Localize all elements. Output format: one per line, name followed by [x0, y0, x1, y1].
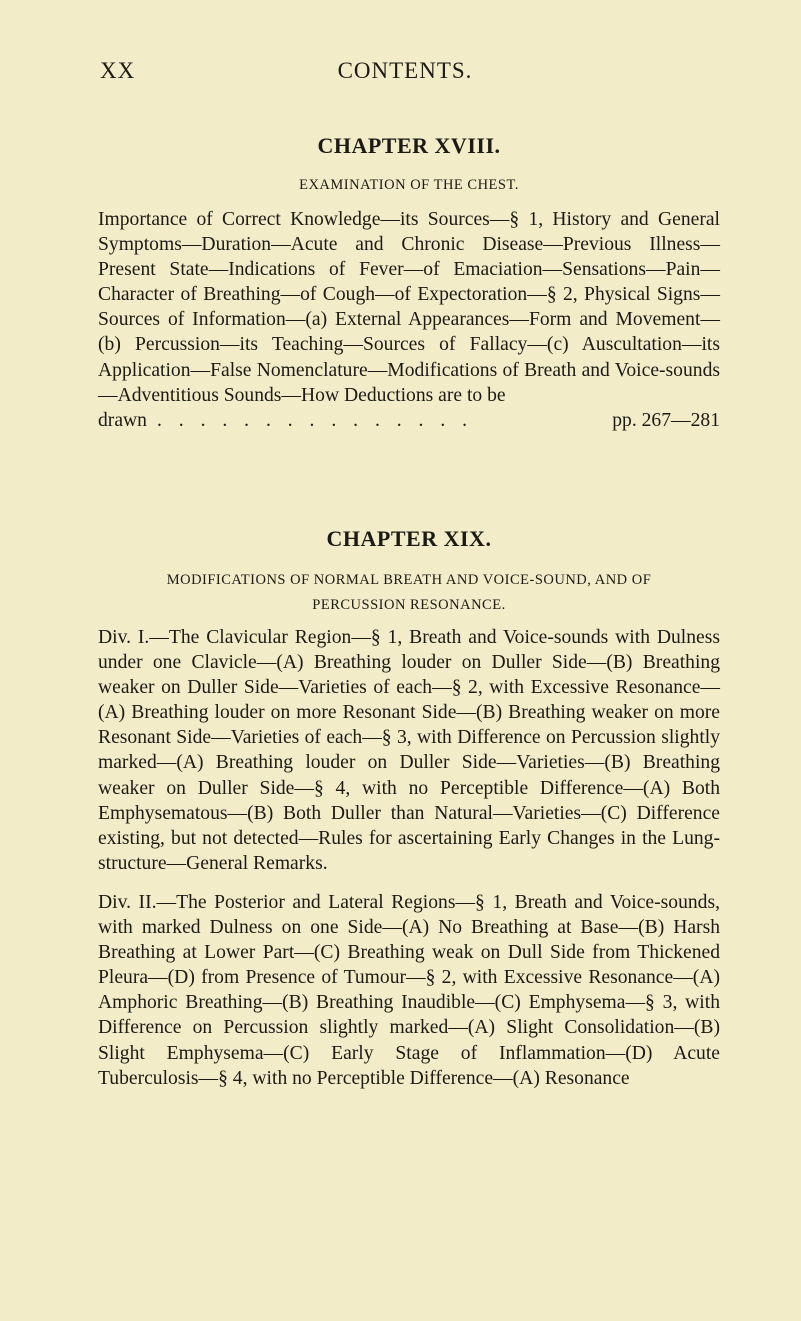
chapter-subtitle: EXAMINATION OF THE CHEST.: [299, 177, 519, 193]
division-one-synopsis: Div. I.—The Clavicular Region—§ 1, Breath and Voice-sounds with Dulness under one Clavicle—(A) Breathing louder on Duller Side—(B) Breathing weaker on Duller Side—Varieties of each—§ 2, with Excessive Resonance—(A) Breathing louder on more Resonant Side—(B) Breathing weaker on more Resonant Side—Varieties of each—§ 3, with Difference on Percussion slightly marked—(A) Breathing louder on Duller Side—Varieties—(B) Breathing weaker on Duller Side—§ 4, with no Perceptible Difference—(A) Both Emphysematous—(B) Both Duller than Natural—Varieties—(C) Difference existing, but not detected—Rules for ascertaining Early Changes in the Lung-structure—General Remarks.: [98, 627, 720, 874]
chapter-title: CHAPTER XVIII.: [317, 133, 501, 158]
chapter-subtitle-line-2: PERCUSSION RESONANCE.: [312, 597, 506, 613]
page-reference-line: [98, 408, 720, 433]
running-title: CONTENTS.: [337, 58, 473, 83]
last-word: drawn: [98, 409, 147, 431]
chapter-subtitle-line-1: MODIFICATIONS OF NORMAL BREATH AND VOICE-SOUND, AND OF: [166, 572, 652, 588]
page-number: XX: [100, 58, 136, 83]
chapter-synopsis: Importance of Correct Knowledge—its Sources—§ 1, History and General Symptoms—Duration—Acute and Chronic Disease—Previous Illness—Present State—Indications of Fever—of Emaciation—Sensations—Pain—Character of Breathing—of Cough—of Expectoration—§ 2, Physical Signs—Sources of Information—(a) External Appearances—Form and Movement—(b) Percussion—its Teaching—Sources of Fallacy—(c) Auscultation—its Application—False Nomenclature—Modifications of Breath and Voice-sounds—Adventitious Sounds—How Deductions are to be: [98, 209, 720, 406]
division-two-synopsis: Div. II.—The Posterior and Lateral Regions—§ 1, Breath and Voice-sounds, with marked Dulness on one Side—(A) No Breathing at Base—(B) Harsh Breathing at Lower Part—(C) Breathing weak on Dull Side from Thickened Pleura—(D) from Presence of Tumour—§ 2, with Excessive Resonance—(A) Amphoric Breathing—(B) Breathing Inaudible—(C) Emphysema—§ 3, with Difference on Percussion slightly marked—(A) Slight Consolidation—(B) Slight Emphysema—(C) Early Stage of Inflammation—(D) Acute Tuberculosis—§ 4, with no Perceptible Difference—(A) Resonance: [98, 891, 720, 1089]
chapter-xix-entry: [98, 526, 720, 1091]
dot-leader: . . . . . . . . . . . . . . .: [156, 409, 474, 431]
chapter-xviii-entry: [98, 133, 720, 433]
chapter-title: CHAPTER XIX.: [326, 526, 492, 551]
page-range: pp. 267—281: [612, 409, 720, 431]
